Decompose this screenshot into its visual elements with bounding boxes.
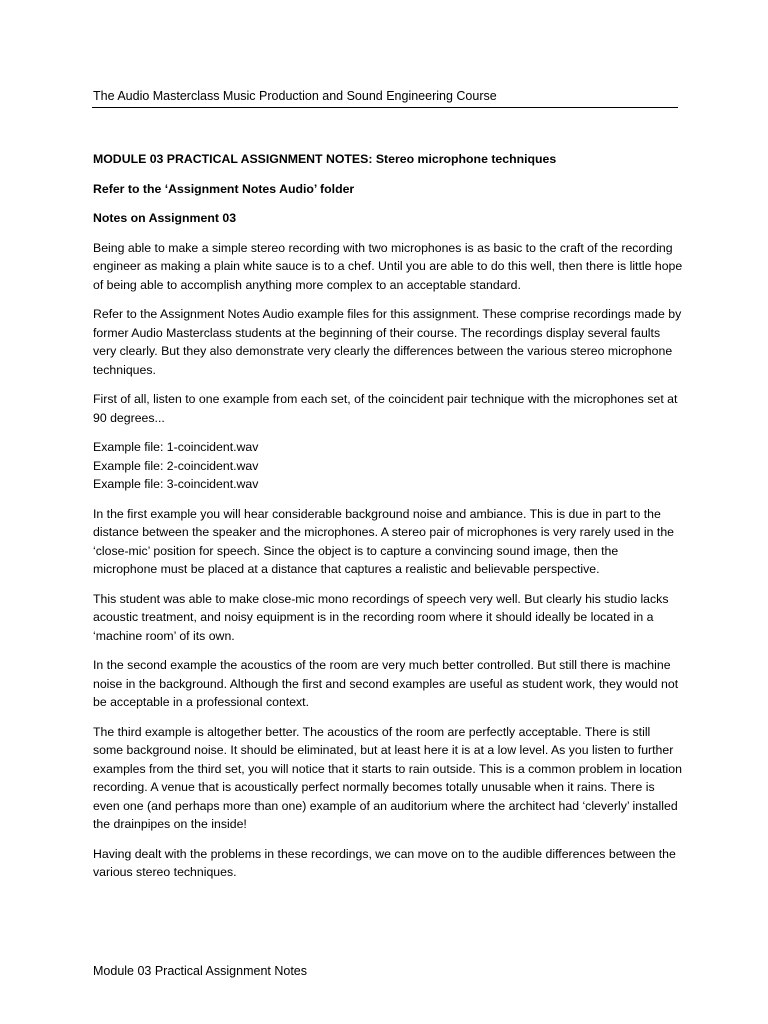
header-divider (92, 107, 678, 108)
example-file-item: Example file: 3-coincident.wav (93, 477, 259, 491)
refer-folder-heading: Refer to the ‘Assignment Notes Audio’ folder (93, 181, 355, 196)
course-title-header: The Audio Masterclass Music Production and Sound Engineering Course (93, 89, 497, 103)
paragraph-conclusion: Having dealt with the problems in these recordings, we can move on to the audible differences between the various stereo techniques. (93, 846, 676, 879)
paragraph-first-example: In the first example you will hear considerable background noise and ambiance. This is due in part to the distance between the speaker and the microphones. A stereo pair of microphones is very rarely used in the ‘close-mic’ position for speech. Since the object is to capture a convincing sound image, then the microphone must be placed at a distance that captures a realistic and believable perspective. (93, 506, 675, 576)
document-body (93, 150, 683, 893)
example-file-item: Example file: 2-coincident.wav (93, 458, 259, 473)
page-footer: Module 03 Practical Assignment Notes (93, 964, 307, 978)
example-file-item: Example file: 1-coincident.wav (93, 440, 259, 454)
paragraph-intro: Being able to make a simple stereo recording with two microphones is as basic to the craft of the recording engineer as making a plain white sauce is to a chef. Until you are able to do this well, then there is little hope of being able to accomplish anything more complex to an acceptable standard. (93, 240, 683, 292)
paragraph-coincident-pair: First of all, listen to one example from each set, of the coincident pair technique with the microphones set at 90 degrees... (93, 392, 678, 425)
module-title: MODULE 03 PRACTICAL ASSIGNMENT NOTES: Stereo microphone techniques (93, 152, 557, 166)
paragraph-example-files: Refer to the Assignment Notes Audio example files for this assignment. These comprise recordings made by former Audio Masterclass students at the beginning of their course. The recordings display several faults very clearly. But they also demonstrate very clearly the differences between the various stereo microphone techniques. (93, 307, 682, 377)
example-file-list (93, 438, 683, 494)
paragraph-student-studio: This student was able to make close-mic mono recordings of speech very well. But clearly his studio lacks acoustic treatment, and noisy equipment is in the recording room where it should ideally be located in a ‘machine room’ of its own. (93, 591, 669, 643)
notes-title: Notes on Assignment 03 (93, 211, 237, 225)
paragraph-second-example: In the second example the acoustics of the room are very much better controlled. But still there is machine noise in the background. Although the first and second examples are useful as student work, they would not be acceptable in a professional context. (93, 658, 679, 709)
paragraph-third-example: The third example is altogether better. The acoustics of the room are perfectly acceptable. There is still some background noise. It should be eliminated, but at least here it is at a low level. As you listen to further examples from the third set, you will notice that it starts to rain outside. This is a common problem in location recording. A venue that is acoustically perfect normally becomes totally unusable when it rains. There is even one (and perhaps more than one) example of an auditorium where the architect had ‘cleverly’ installed the drainpipes on the inside! (93, 724, 682, 831)
